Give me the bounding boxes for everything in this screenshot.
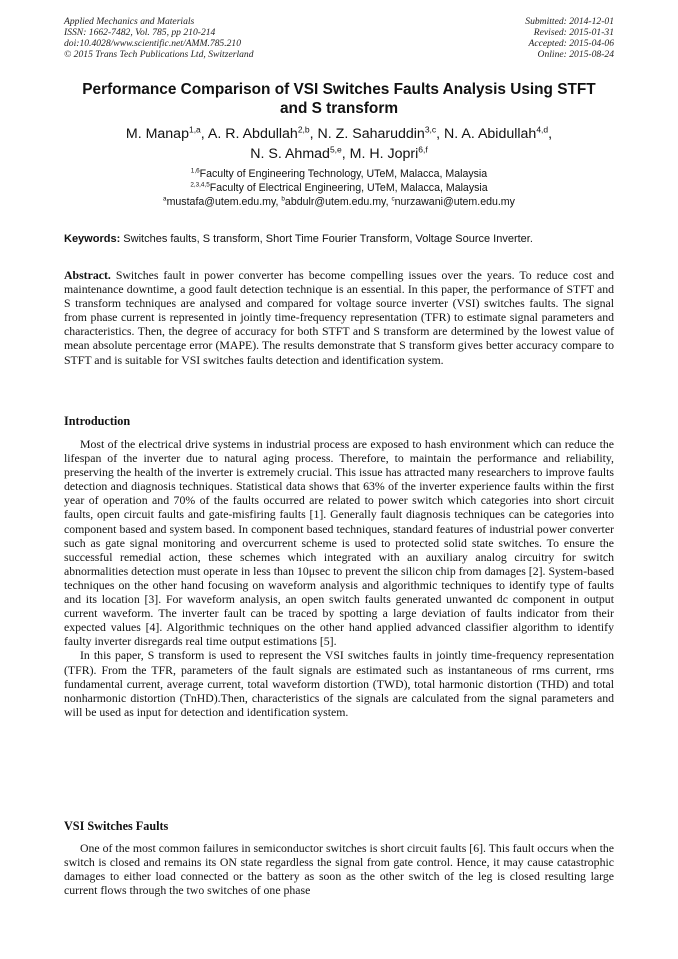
author-affil-sup: 4,d bbox=[536, 124, 549, 135]
section-heading-introduction: Introduction bbox=[64, 414, 131, 428]
journal-name: Applied Mechanics and Materials bbox=[64, 16, 195, 27]
author-name: M. H. Jopri bbox=[349, 146, 419, 162]
title-line-2: and S transform bbox=[279, 100, 398, 117]
abstract bbox=[64, 268, 614, 367]
affiliation-1: $^{1,6}$Faculty of Engineering Technology, UTeM, Malacca, Malaysia bbox=[190, 167, 488, 180]
author-affil-sup: 6,f bbox=[418, 144, 428, 155]
author-affil-sup: 5,e bbox=[329, 144, 342, 155]
introduction-body bbox=[64, 437, 614, 719]
section-heading-vsi-switches-faults: VSI Switches Faults bbox=[64, 819, 169, 833]
author-affil-sup: 3,c bbox=[424, 124, 437, 135]
author-name: N. Z. Saharuddin bbox=[317, 126, 425, 142]
author-list bbox=[54, 124, 624, 164]
paragraph: One of the most common failures in semiconductor switches is short circuit faults [6]. This fault occurs when the switch is closed and remains its ON state regardless the signal from gate control. Hence, it may cause catastrophic damages to either load connected or the battery as soon as the other switch of the leg is closed resulting large current flows through the two switches of one phase bbox=[64, 841, 614, 898]
keywords bbox=[64, 232, 620, 246]
author-affil-sup: 1,a bbox=[188, 124, 201, 135]
email-link[interactable]: nurzawani@utem.edu.my bbox=[394, 196, 515, 208]
author-emails: $^a$mustafa@utem.edu.my, $^b$abdulr@utem.edu.my, $^c$nurzawani@utem.edu.my bbox=[163, 195, 515, 208]
journal-copyright: © 2015 Trans Tech Publications Ltd, Switzerland bbox=[64, 49, 254, 60]
revised-date: Revised: 2015-01-31 bbox=[533, 27, 614, 38]
paper-title bbox=[54, 80, 624, 118]
email-link[interactable]: mustafa@utem.edu.my, bbox=[166, 196, 282, 208]
email-link[interactable]: abdulr@utem.edu.my, bbox=[284, 196, 392, 208]
vsi-section-body bbox=[64, 841, 614, 897]
online-date: Online: 2015-08-24 bbox=[537, 49, 614, 60]
keywords-text: Switches faults, S transform, Short Time Fourier Transform, Voltage Source Inverter. bbox=[120, 233, 533, 245]
author-name: M. Manap bbox=[125, 126, 189, 142]
title-line-1: Performance Comparison of VSI Switches Faults Analysis Using STFT bbox=[82, 81, 596, 98]
author-name: N. A. Abidullah bbox=[444, 126, 537, 142]
author-line-1: M. Manap$^{1,a}$, A. R. Abdullah$^{2,b}$, N. Z. Saharuddin$^{3,c}$, N. A. Abidullah$^{4,d}$, bbox=[125, 124, 553, 142]
keywords-label: Keywords: bbox=[64, 233, 121, 245]
affiliation-2: $^{2,3,4,5}$Faculty of Electrical Engineering, UTeM, Malacca, Malaysia bbox=[190, 181, 488, 194]
journal-header bbox=[64, 16, 254, 60]
paragraph: In this paper, S transform is used to represent the VSI switches faults in jointly time-frequency representation (TFR). From the TFR, parameters of the fault signals are estimated such as instantaneous of rms current, rms fundamental current, average current, total waveform distortion (TWD), total harmonic distortion (THD) and total nonharmonic distortion (TnHD).Then, characteristics of the signals are calculated from the signal parameters and will be used as input for detection and identification system. bbox=[64, 648, 614, 719]
affiliations bbox=[54, 167, 624, 209]
journal-issn: ISSN: 1662-7482, Vol. 785, pp 210-214 bbox=[64, 27, 216, 38]
abstract-text: Switches fault in power converter has become compelling issues over the years. To reduce cost and maintenance downtime, a good fault detection technique is an essential. In this paper, the performance of STFT and S transform techniques are analysed and compared for voltage source inverter (VSI) switches faults. The signal from phase current is represented in jointly time-frequency representation (TFR) to estimate signal parameters and characteristics. Then, the degree of accuracy for both STFT and S transform are determined by the lowest value of mean absolute percentage error (MAPE). The results demonstrate that S transform gives better accuracy compare to STFT and is suitable for VSI switches faults detection and identification system. bbox=[64, 268, 614, 367]
submission-dates bbox=[525, 16, 614, 60]
author-name: A. R. Abdullah bbox=[207, 126, 298, 142]
accepted-date: Accepted: 2015-04-06 bbox=[528, 38, 614, 49]
author-affil-sup: 2,b bbox=[297, 124, 310, 135]
paragraph: Most of the electrical drive systems in industrial process are exposed to hash environment which can reduce the lifespan of the inverter due to natural aging process. Therefore, to maintain the performance and reliability, preserving the health of the inverter is extremely crucial. This issue has attracted many researchers to improve faults detection and diagnosis techniques. Statistical data shows that 63% of the inverter experience faults within the first year of operation and 70% of the faults occurred are related to power switch which categories into short circuit faults, open circuit faults and gate-misfiring faults [1]. Generally fault diagnosis techniques can be categories into component based and system based. In component based techniques, standard features of industrial power converter such as gate signal monitoring and overcurrent scheme is used to protected solid state switches. To ensure the successful remedial action, these schemes which integrated with an auxiliary analog circuitry for switch abnormalities detection must operate in less than 10μsec to prevent the silicon chip from damages [2]. System-based techniques on the other hand focusing on waveform analysis and algorithmic techniques to identify type of faults and its location [3]. For waveform analysis, an open switch faults generated unwanted dc component in output current waveform. The inverter fault can be traced by spotting a large deviation of faults indicator from their expected values [4]. Algorithmic techniques on the other hand applied advanced classifier algorithm to identify faulty inverter disregards real time output estimations [5]. bbox=[64, 437, 614, 649]
submitted-date: Submitted: 2014-12-01 bbox=[525, 16, 614, 27]
author-line-2: N. S. Ahmad$^{5,e}$, M. H. Jopri$^{6,f}$ bbox=[250, 144, 428, 162]
author-name: N. S. Ahmad bbox=[250, 146, 330, 162]
journal-doi[interactable]: doi:10.4028/www.scientific.net/AMM.785.210 bbox=[64, 38, 242, 49]
abstract-label: Abstract. bbox=[64, 268, 111, 282]
